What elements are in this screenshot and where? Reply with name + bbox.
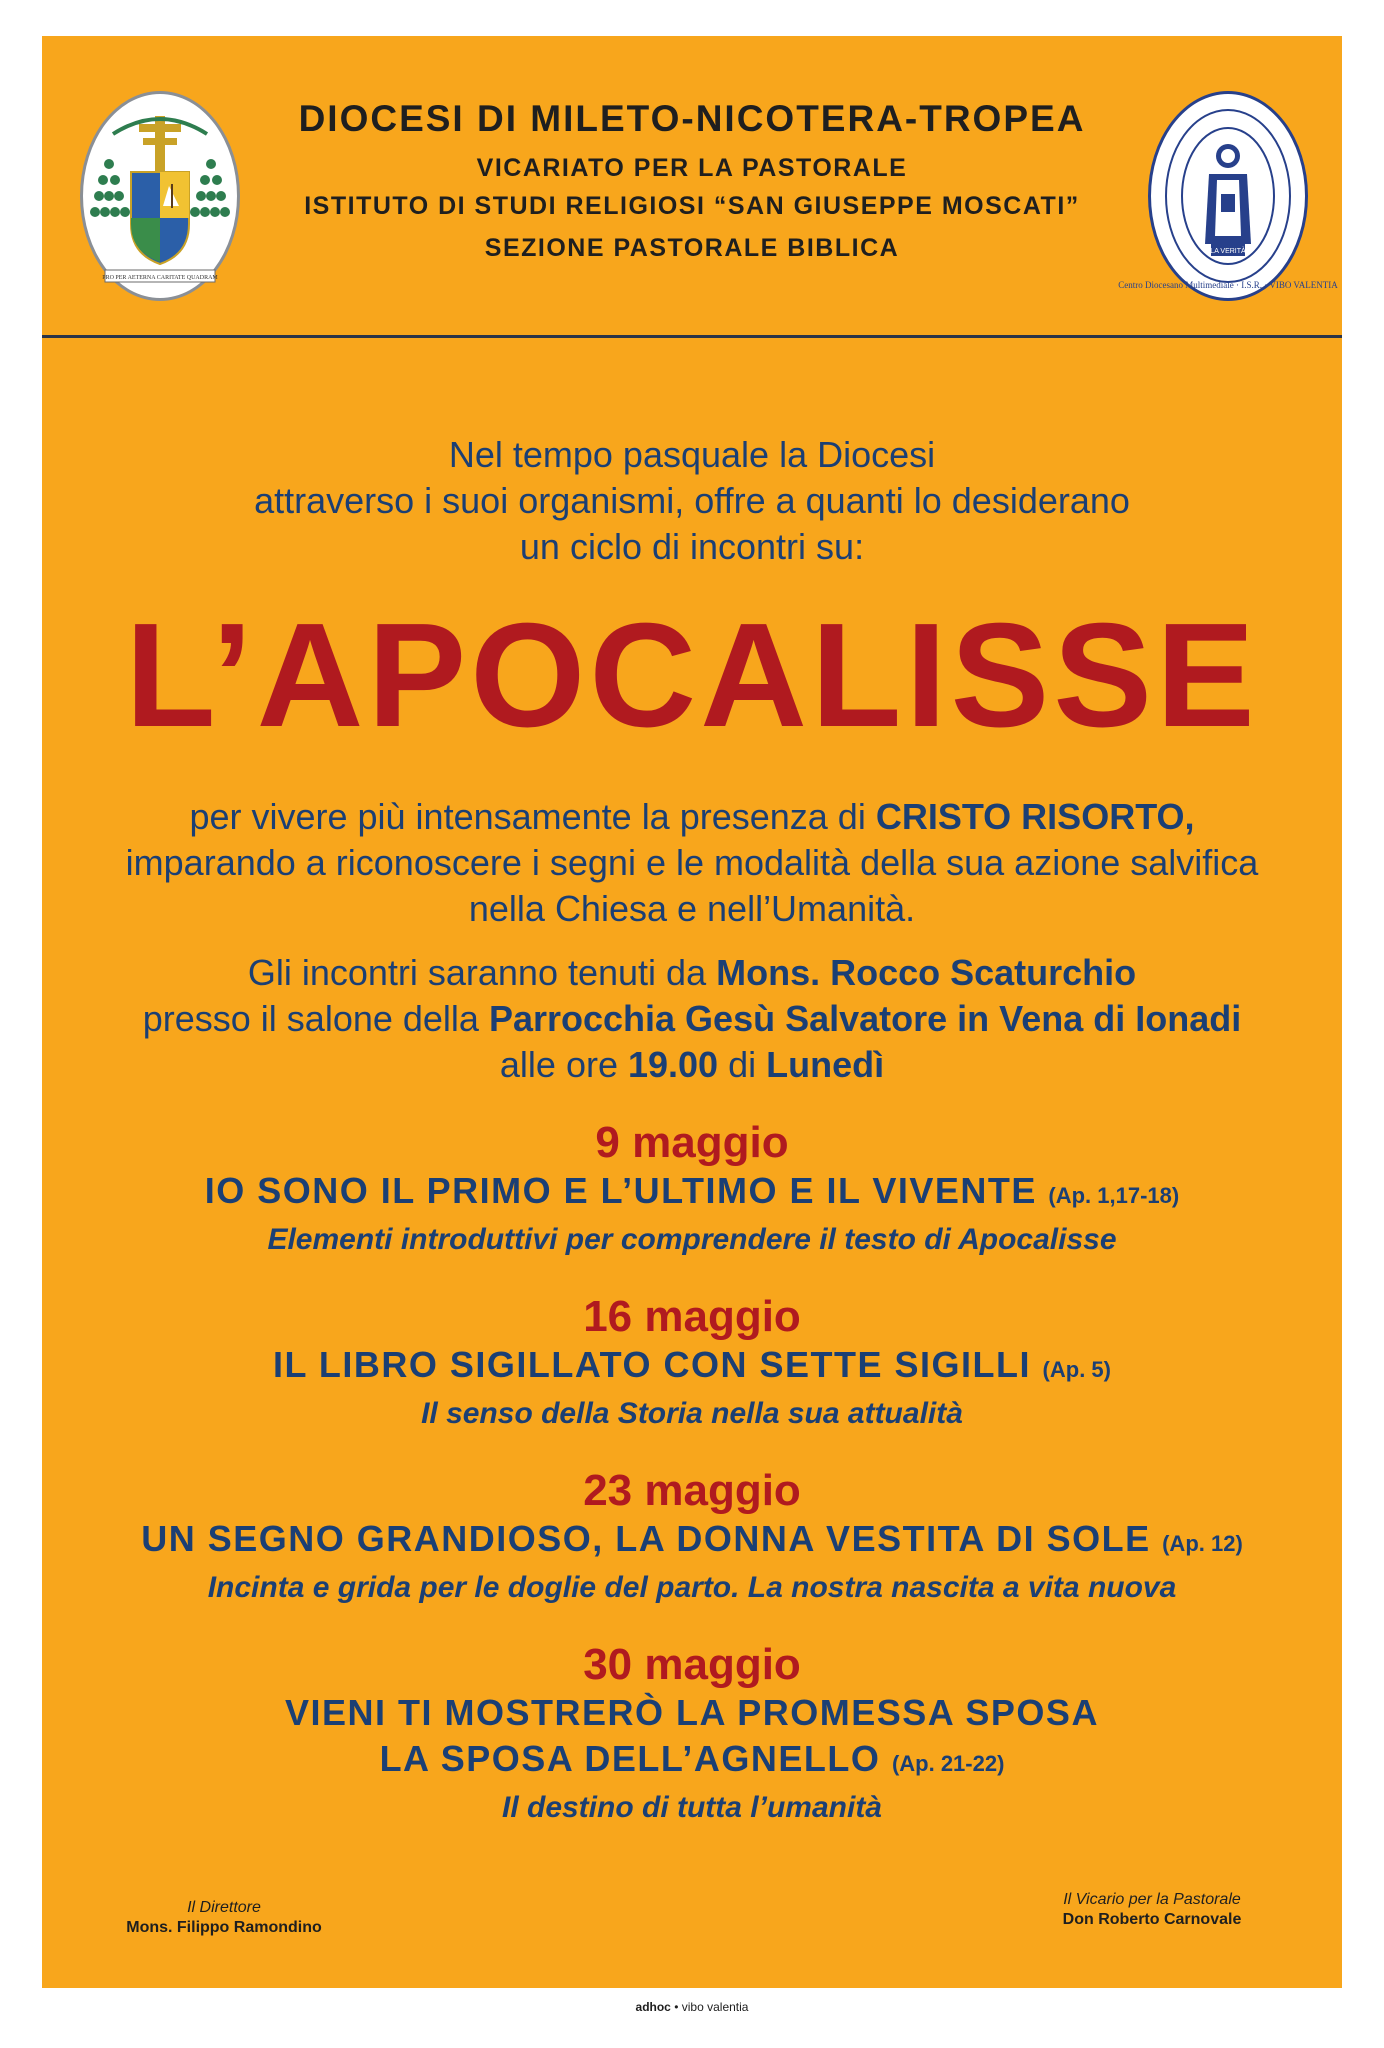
sezione-line: SEZIONE PASTORALE BIBLICA bbox=[484, 234, 900, 262]
event-reference: (Ap. 21-22) bbox=[891, 1751, 1005, 1776]
event-reference: (Ap. 12) bbox=[1162, 1531, 1243, 1556]
event-title: UN SEGNO GRANDIOSO, LA DONNA VESTITA DI SOLE (Ap. 12) bbox=[141, 1518, 1243, 1559]
purpose-line-1: per vivere più intensamente la presenza di CRISTO RISORTO, bbox=[189, 796, 1195, 837]
intro-text bbox=[42, 432, 1342, 570]
event-1 bbox=[42, 1118, 1342, 1261]
printer-credit bbox=[0, 2000, 1384, 2014]
istituto-line: ISTITUTO DI STUDI RELIGIOSI “SAN GIUSEPPE MOSCATI” bbox=[304, 192, 1080, 220]
event-subtitle: Elementi introduttivi per comprendere il testo di Apocalisse bbox=[267, 1223, 1117, 1256]
speaker-line: Gli incontri saranno tenuti da Mons. Rocco Scaturchio bbox=[247, 952, 1137, 993]
event-title-line-1: VIENI TI MOSTRERÒ LA PROMESSA SPOSA bbox=[285, 1692, 1099, 1733]
footer-separator: • bbox=[674, 2000, 679, 2014]
signature-vicar bbox=[1032, 1890, 1272, 1930]
venue-line: presso il salone della Parrocchia Gesù Salvatore in Vena di Ionadi bbox=[142, 998, 1242, 1039]
poster bbox=[42, 36, 1342, 1988]
event-reference: (Ap. 5) bbox=[1042, 1357, 1111, 1382]
printer-brand: adhoc bbox=[635, 2000, 671, 2014]
event-date: 30 maggio bbox=[583, 1640, 801, 1689]
header-divider bbox=[42, 335, 1342, 338]
printer-city: vibo valentia bbox=[681, 2000, 749, 2014]
intro-line-2: attraverso i suoi organismi, offre a quanti lo desiderano bbox=[254, 480, 1130, 521]
svg-text:Centro Diocesano Multimediale: Centro Diocesano Multimediale · I.S.R. · VIBO VALENTIA bbox=[1118, 280, 1338, 290]
svg-text:LA VERITÀ: LA VERITÀ bbox=[1210, 248, 1246, 255]
event-3 bbox=[42, 1466, 1342, 1609]
event-title: IO SONO IL PRIMO E L’ULTIMO E IL VIVENTE (Ap. 1,17-18) bbox=[204, 1170, 1180, 1211]
event-title-line-2: LA SPOSA DELL’AGNELLO (Ap. 21-22) bbox=[379, 1738, 1005, 1779]
event-subtitle: Il senso della Storia nella sua attualità bbox=[421, 1397, 963, 1430]
meeting-info bbox=[42, 950, 1342, 1088]
signature-name: Mons. Filippo Ramondino bbox=[126, 1919, 322, 1936]
event-2 bbox=[42, 1292, 1342, 1435]
purpose-line-2: imparando a riconoscere i segni e le modalità della sua azione salvifica bbox=[125, 842, 1259, 883]
event-reference: (Ap. 1,17-18) bbox=[1048, 1183, 1180, 1208]
event-date: 23 maggio bbox=[583, 1466, 801, 1515]
intro-line-3: un ciclo di incontri su: bbox=[519, 526, 865, 567]
svg-text:PRO PER AETERNA CARITATE QUADR: PRO PER AETERNA CARITATE QUADRAM bbox=[102, 275, 218, 281]
event-4 bbox=[42, 1640, 1342, 1829]
time-line: alle ore 19.00 di Lunedì bbox=[499, 1044, 885, 1085]
diocese-coat-of-arms-icon bbox=[80, 91, 240, 301]
signature-role: Il Direttore bbox=[187, 1899, 261, 1916]
event-date: 9 maggio bbox=[595, 1118, 789, 1167]
vicariato-line: VICARIATO PER LA PASTORALE bbox=[476, 154, 908, 182]
event-subtitle: Incinta e grida per le doglie del parto. La nostra nascita a vita nuova bbox=[207, 1571, 1177, 1604]
event-date: 16 maggio bbox=[583, 1292, 801, 1341]
diocese-name: DIOCESI DI MILETO-NICOTERA-TROPEA bbox=[298, 98, 1086, 139]
event-subtitle: Il destino di tutta l’umanità bbox=[501, 1791, 882, 1824]
event-title: IL LIBRO SIGILLATO CON SETTE SIGILLI (Ap. 5) bbox=[273, 1344, 1111, 1385]
centro-diocesano-seal-icon bbox=[1118, 91, 1338, 301]
purpose-text bbox=[42, 794, 1342, 932]
header-block bbox=[252, 98, 1132, 270]
signature-director bbox=[104, 1898, 344, 1938]
intro-line-1: Nel tempo pasquale la Diocesi bbox=[448, 434, 936, 475]
purpose-line-3: nella Chiesa e nell’Umanità. bbox=[468, 888, 916, 929]
poster-title: L’APOCALISSE bbox=[125, 593, 1259, 758]
signature-role: Il Vicario per la Pastorale bbox=[1063, 1891, 1241, 1908]
signature-name: Don Roberto Carnovale bbox=[1062, 1911, 1242, 1928]
